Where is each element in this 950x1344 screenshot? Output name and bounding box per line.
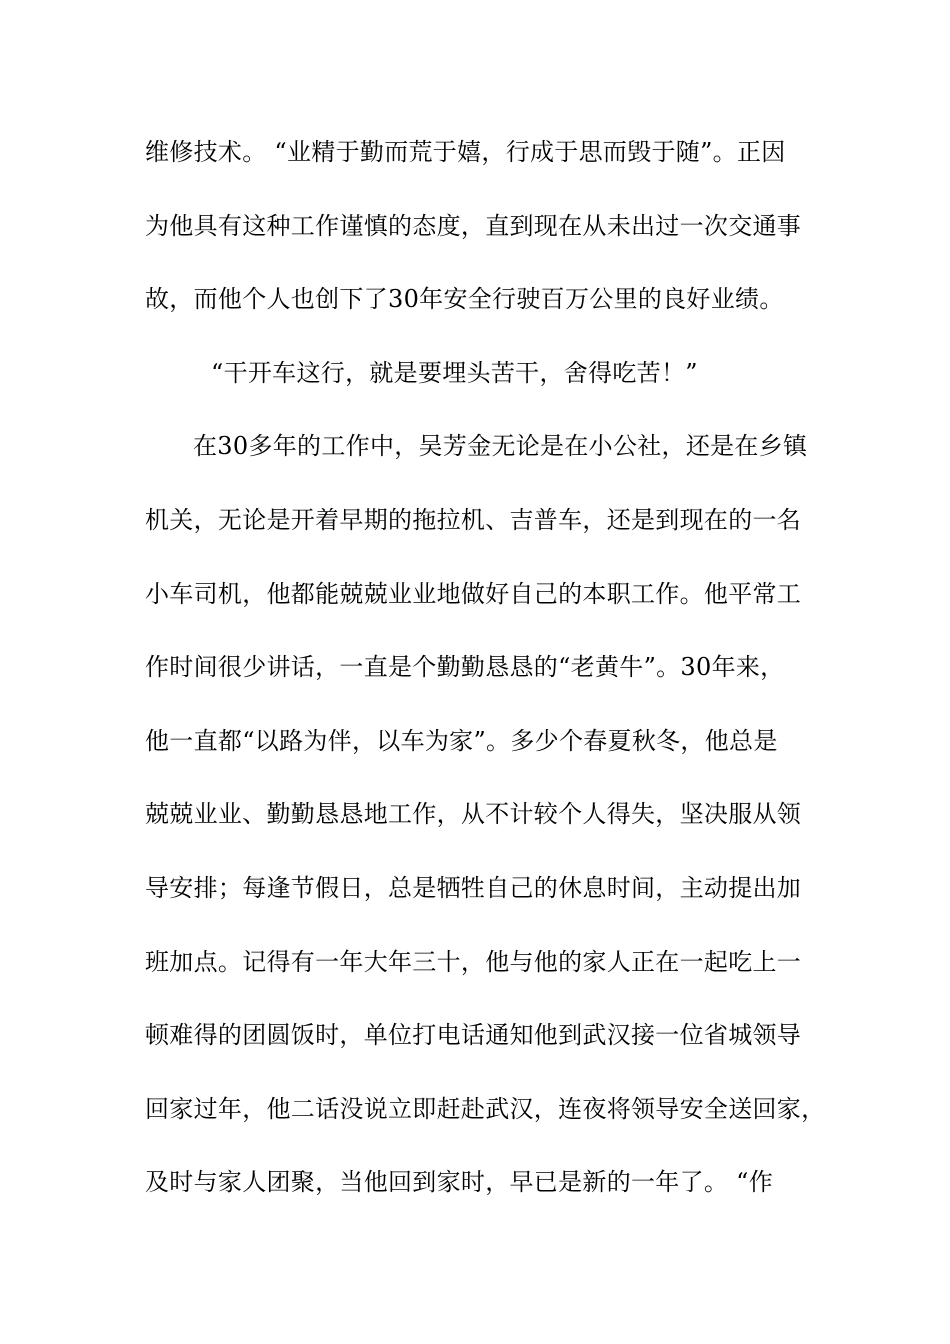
quote-heading: “干开车这行，就是要埋头苦干，舍得吃苦！”	[211, 358, 698, 387]
body-text	[145, 127, 826, 1231]
text-line-9: 他一直都“以路为伴，以车为家”。多少个春夏秋冬，他总是	[145, 726, 778, 755]
text-line-2: 为他具有这种工作谨慎的态度，直到现在从未出过一次交通事	[145, 211, 802, 240]
text-line-11: 导安排；每逢节假日，总是牺牲自己的休息时间，主动提出加	[145, 873, 802, 902]
text-line-12: 班加点。记得有一年大年三十，他与他的家人正在一起吃上一	[145, 947, 802, 976]
text-line-10: 兢兢业业、勤勤恳恳地工作，从不计较个人得失，坚决服从领	[145, 800, 802, 829]
text-line-6: 机关，无论是开着早期的拖拉机、吉普车，还是到现在的一名	[145, 505, 802, 534]
text-line-7: 小车司机，他都能兢兢业业地做好自己的本职工作。他平常工	[145, 579, 802, 608]
text-line-13: 顿难得的团圆饭时，单位打电话通知他到武汉接一位省城领导	[145, 1021, 802, 1050]
text-line-14: 回家过年，他二话没说立即赶赴武汉，连夜将领导安全送回家，	[145, 1094, 826, 1123]
text-line-1: 维修技术。 “业精于勤而荒于嬉，行成于思而毁于随”。正因	[145, 138, 786, 166]
text-line-8: 作时间很少讲话，一直是个勤勤恳恳的“老黄牛”。30年来，	[145, 653, 785, 682]
text-line-5: 在30多年的工作中，吴芳金无论是在小公社，还是在乡镇	[193, 432, 808, 461]
text-line-3: 故，而他个人也创下了30年安全行驶百万公里的良好业绩。	[145, 285, 784, 314]
text-line-15: 及时与家人团聚，当他回到家时，早已是新的一年了。 “作	[145, 1168, 773, 1197]
